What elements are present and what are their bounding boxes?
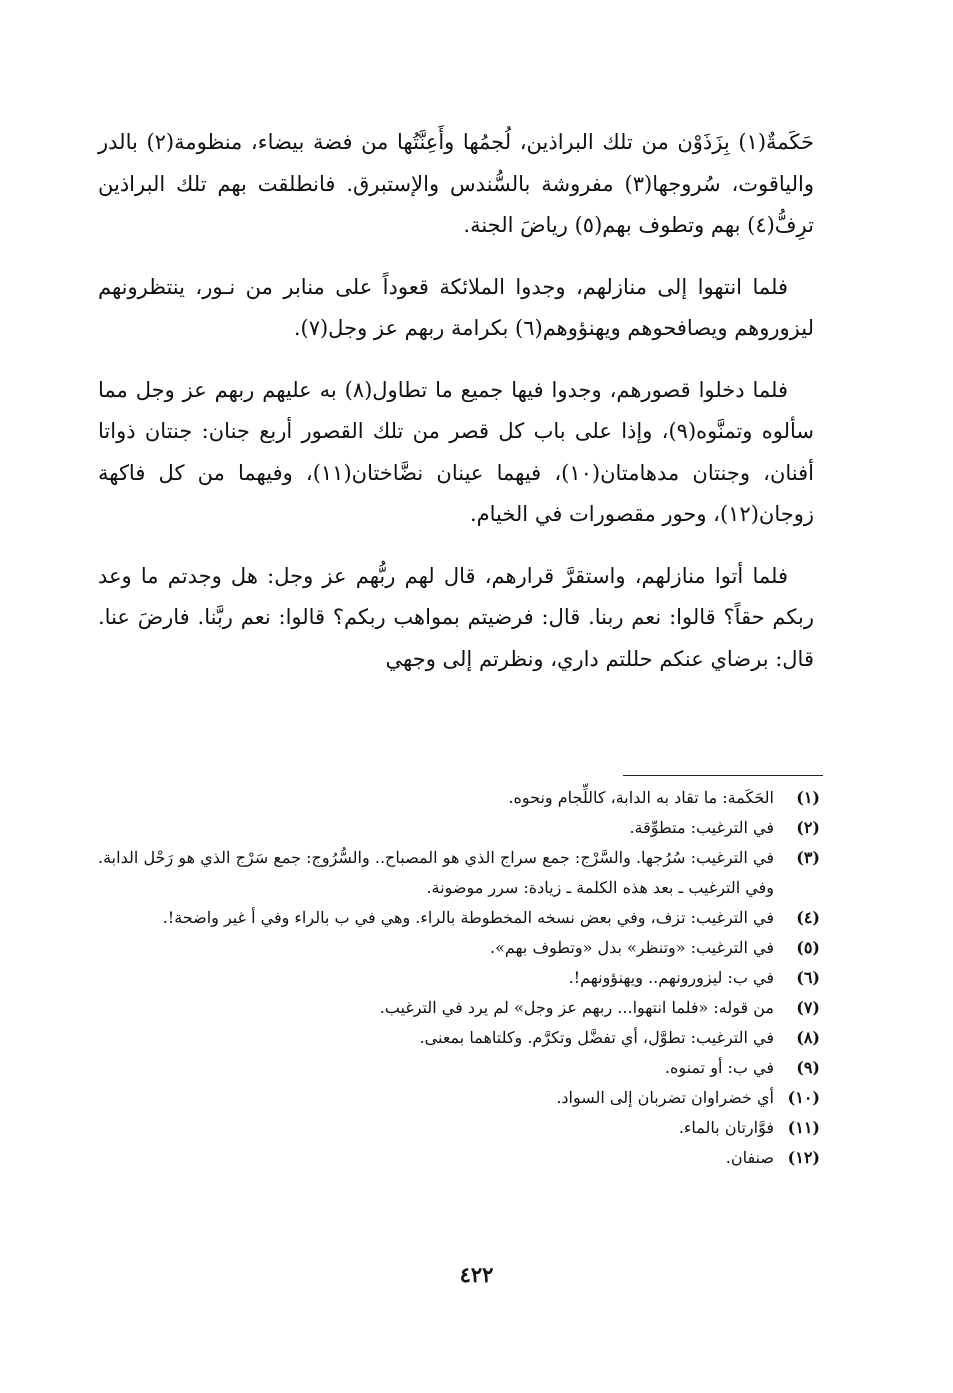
footnote-number: (١)	[796, 788, 820, 807]
footnote	[98, 1113, 820, 1143]
footnote-number: (١٢)	[787, 1148, 820, 1167]
paragraph: فلما دخلوا قصورهم، وجدوا فيها جميع ما تطاول(٨) به عليهم ربهم عز وجل مما سألوه وتمنَّوه(٩)، وإذا على باب كل قصر من تلك القصور أربع جنان: جنتان ذواتا أفنان، وجنتان مدهامتان(١٠)، فيهما عينان نضَّاختان(١١)، وفيهما من كل فاكهة زوجان(١٢)، وحور مقصورات في الخيام.	[98, 377, 814, 526]
footnote	[98, 1023, 820, 1053]
paragraph: فلما أتوا منازلهم، واستقرَّ قرارهم، قال لهم ربُّهم عز وجل: هل وجدتم ما وعد ربكم حقاً؟ قالوا: نعم ربنا. قال: فرضيتم بمواهب ربكم؟ قالوا: نعم ربَّنا. فارضَ عنا. قال: برضاي عنكم حللتم داري، ونظرتم إلى وجهي	[98, 563, 814, 671]
footnote-separator	[623, 775, 823, 776]
footnote-number: (٩)	[796, 1058, 820, 1077]
footnote-text: أي خضراوان تضربان إلى السواد.	[556, 1088, 774, 1107]
footnote-text: الحَكَمة: ما تقاد به الدابة، كاللِّجام ونحوه.	[508, 788, 774, 807]
footnote-text: في الترغيب: تطوَّل، أي تفضَّل وتكرَّم. وكلتاهما بمعنى.	[419, 1028, 774, 1047]
footnote-number: (٣)	[796, 848, 820, 867]
footnote-text: في الترغيب: سُرُجها. والسَّرْج: جمع سراج الذي هو المصباح.. والسُّرُوج: جمع سَرْج الذي هو رَحْل الدابة. وفي الترغيب ـ بعد هذه الكلمة ـ زيادة: سرر موضونة.	[98, 848, 774, 897]
footnote-number: (١٠)	[787, 1088, 820, 1107]
footnote-text: فوَّارتان بالماء.	[678, 1118, 774, 1137]
footnotes-list	[98, 783, 820, 1173]
footnote-text: في الترغيب: «وتنظر» بدل «وتطوف بهم».	[490, 938, 774, 957]
footnote-number: (١١)	[787, 1118, 820, 1137]
footnote-text: في الترغيب: متطوِّقة.	[629, 818, 774, 837]
paragraph: حَكَمةٌ(١) بِزَذَوْن من تلك البراذين، لُجمُها وأَعِنَّتُها من فضة بيضاء، منظومة(٢) بالدر والياقوت، سُروجها(٣) مفروشة بالسُّندس والإستبرق. فانطلقت بهم تلك البراذين ترِفُّ(٤) بهم وتطوف بهم(٥) رياضَ الجنة.	[98, 130, 815, 237]
footnote-number: (٧)	[796, 998, 820, 1017]
footnote-number: (٢)	[796, 818, 820, 837]
paragraph: فلما انتهوا إلى منازلهم، وجدوا الملائكة قعوداً على منابر من نـور، ينتظرونهم ليزوروهم ويصافحوهم ويهنؤوهم(٦) بكرامة ربهم عز وجل(٧).	[98, 274, 814, 340]
footnote	[98, 963, 820, 993]
footnote	[98, 1143, 820, 1173]
footnote	[98, 1083, 820, 1113]
footnote	[98, 813, 820, 843]
main-text	[98, 122, 814, 700]
footnote-number: (٤)	[796, 908, 820, 927]
footnote	[98, 783, 820, 813]
footnote-number: (٦)	[796, 968, 820, 987]
footnote	[98, 1053, 820, 1083]
page-number: ٤٢٢	[459, 1262, 494, 1287]
footnote	[98, 903, 820, 933]
footnote-text: في ب: أو تمنوه.	[664, 1058, 774, 1077]
footnote-text: من قوله: «فلما انتهوا... ربهم عز وجل» لم يرد في الترغيب.	[379, 998, 774, 1017]
footnote-text: صنفان.	[725, 1148, 774, 1167]
footnote	[98, 993, 820, 1023]
footnote-text: في الترغيب: تزف، وفي بعض نسخه المخطوطة بالراء. وهي في ب بالراء وفي أ غير واضحة!.	[162, 908, 774, 927]
footnote	[98, 843, 820, 903]
footnote-text: في ب: ليزورونهم.. ويهنؤونهم!.	[568, 968, 774, 987]
footnote-number: (٨)	[796, 1028, 820, 1047]
footnote	[98, 933, 820, 963]
footnote-number: (٥)	[796, 938, 820, 957]
